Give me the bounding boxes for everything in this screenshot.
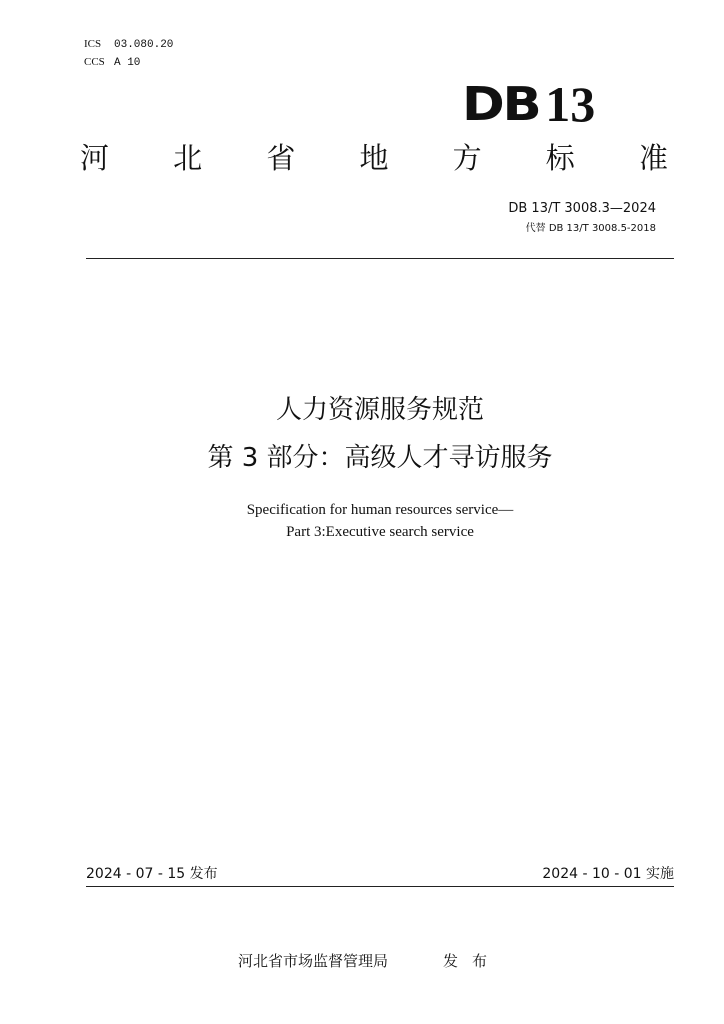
db-logo <box>462 78 595 130</box>
replaces-standard: 代替 DB 13/T 3008.5-2018 <box>525 223 656 234</box>
standard-type-char: 北 <box>173 141 203 175</box>
title-english-line2: Part 3:Executive search service <box>286 524 474 540</box>
ccs-value: A 10 <box>114 57 141 69</box>
db-logo-number: 13 <box>545 76 596 132</box>
db-logo-letters: DB <box>462 77 540 131</box>
standard-type-title <box>80 138 668 178</box>
standard-type-char: 标 <box>545 141 575 175</box>
standard-number: DB 13/T 3008.3—2024 <box>508 201 656 216</box>
ics-code <box>84 36 173 53</box>
issue-date: 2024 - 07 - 15 发布 <box>86 866 218 882</box>
standard-type-char: 准 <box>638 141 668 175</box>
bottom-divider <box>86 886 674 887</box>
implementation-date: 2024 - 10 - 01 实施 <box>542 866 674 882</box>
standard-type-char: 方 <box>452 141 482 175</box>
top-divider <box>86 258 674 259</box>
ccs-label: CCS <box>84 56 105 68</box>
standard-type-char: 地 <box>359 141 389 175</box>
title-chinese-line2: 第 3 部分：高级人才寻访服务 <box>207 443 553 473</box>
title-chinese-line1: 人力资源服务规范 <box>275 395 484 425</box>
ics-label: ICS <box>84 38 102 50</box>
standard-type-char: 省 <box>266 141 296 175</box>
title-english-line1: Specification for human resources service— <box>246 502 514 518</box>
ics-value: 03.080.20 <box>114 39 174 51</box>
publisher-action: 发布 <box>443 952 502 970</box>
publisher-name: 河北省市场监督管理局 <box>238 952 389 970</box>
standard-type-char: 河 <box>80 141 110 175</box>
ccs-code <box>84 54 140 71</box>
